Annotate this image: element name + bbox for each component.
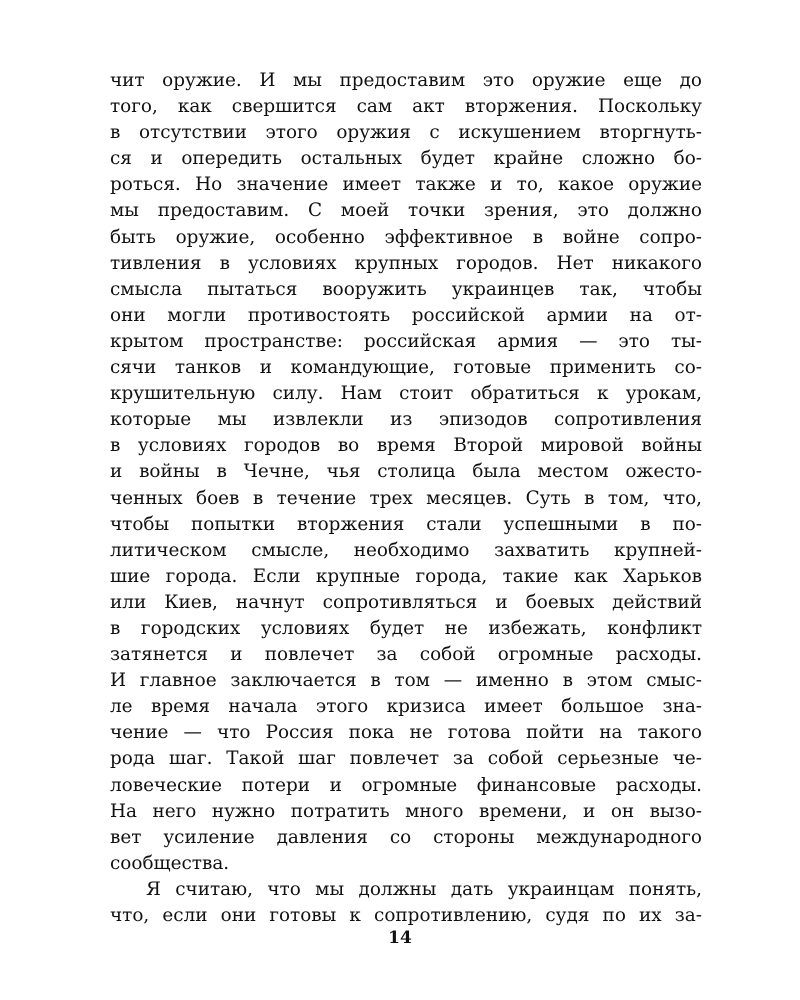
text-line: что, если они готовы к сопротивлению, судя по их за- <box>110 905 702 926</box>
text-line: роться. Но значение имеет также и то, какое оружие <box>110 174 702 196</box>
text-line: рода шаг. Такой шаг повлечет за собой серьезные че- <box>110 748 702 770</box>
paragraph-2 <box>110 877 702 929</box>
text-line: литическом смысле, необходимо захватить крупней- <box>110 539 702 561</box>
text-line: затянется и повлечет за собой огромные расходы. <box>110 644 702 666</box>
text-line: или Киев, начнут сопротивляться и боевых действий <box>110 591 702 613</box>
paragraph-1 <box>110 68 702 877</box>
text-line: быть оружие, особенно эффективное в войне сопро- <box>110 226 702 248</box>
text-line: которые мы извлекли из эпизодов сопротивления <box>110 409 702 431</box>
text-line: сообщества. <box>110 852 230 874</box>
text-line: мы предоставим. С моей точки зрения, это должно <box>110 200 702 222</box>
text-line: вет усиление давления со стороны международного <box>110 826 702 848</box>
text-line: в городских условиях будет не избежать, конфликт <box>110 617 702 639</box>
text-line: крушительную силу. Нам стоит обратиться к урокам, <box>110 383 702 405</box>
text-line: чтобы попытки вторжения стали успешными в по- <box>110 513 702 535</box>
text-line: тивления в условиях крупных городов. Нет никакого <box>110 252 702 274</box>
text-line: шие города. Если крупные города, такие как Харьков <box>110 565 702 587</box>
text-line: ловеческие потери и огромные финансовые расходы. <box>110 774 702 796</box>
text-line: Я считаю, что мы должны дать украинцам понять, <box>146 878 702 900</box>
text-line: они могли противостоять российской армии на от- <box>110 304 702 326</box>
text-line: смысла пытаться вооружить украинцев так, чтобы <box>110 278 702 300</box>
text-line: ле время начала этого кризиса имеет большое зна- <box>110 696 702 718</box>
page-number: 14 <box>388 928 412 948</box>
text-line: ченных боев в течение трех месяцев. Суть в том, что, <box>110 487 702 509</box>
body-text <box>110 68 702 929</box>
text-line: На него нужно потратить много времени, и он вызо- <box>110 800 702 822</box>
text-line: чит оружие. И мы предоставим это оружие еще до <box>110 70 702 91</box>
text-line: чение — что Россия пока не готова пойти на такого <box>110 722 702 744</box>
text-line: И главное заключается в том — именно в этом смыс- <box>110 670 702 692</box>
text-line: в условиях городов во время Второй мировой войны <box>110 435 702 457</box>
text-line: сячи танков и командующие, готовые применить со- <box>110 357 702 379</box>
text-line: крытом пространстве: российская армия — это ты- <box>110 330 702 352</box>
text-line: в отсутствии этого оружия с искушением вторгнуть- <box>110 122 702 144</box>
text-line: ся и опередить остальных будет крайне сложно бо- <box>110 148 702 170</box>
text-line: и войны в Чечне, чья столица была местом ожесто- <box>110 461 702 483</box>
text-line: того, как свершится сам акт вторжения. Поскольку <box>110 96 702 118</box>
